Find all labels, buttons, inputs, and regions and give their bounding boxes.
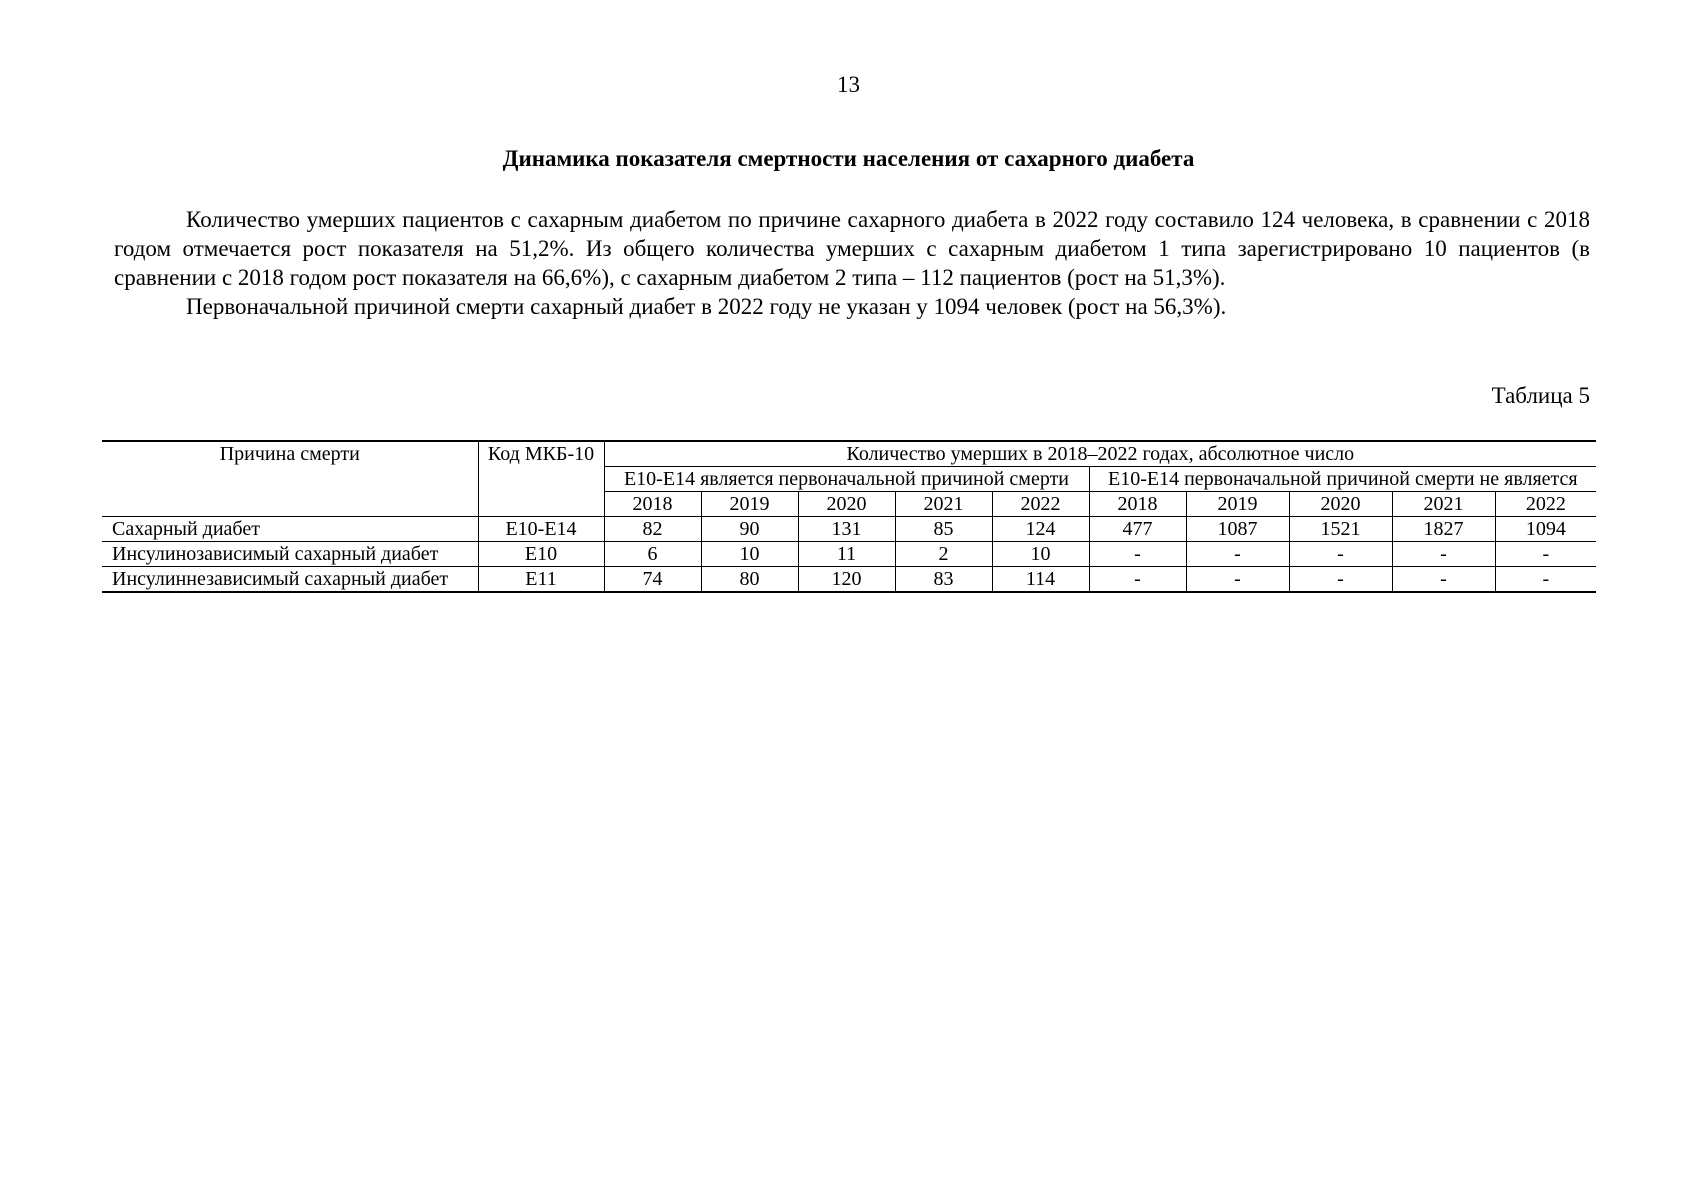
cell-value: - [1089, 542, 1186, 567]
header-year: 2022 [1495, 492, 1596, 517]
cell-code: Е10-Е14 [478, 517, 604, 542]
cell-value: 1521 [1289, 517, 1392, 542]
cell-value: - [1392, 542, 1495, 567]
header-primary-cause: Е10-Е14 является первоначальной причиной смерти [604, 467, 1089, 492]
cell-value: - [1289, 567, 1392, 593]
cell-cause: Инсулинозависимый сахарный диабет [102, 542, 478, 567]
cell-cause: Сахарный диабет [102, 517, 478, 542]
body-text [114, 205, 1590, 321]
cell-value: 83 [895, 567, 992, 593]
cell-value: 1827 [1392, 517, 1495, 542]
cell-code: Е11 [478, 567, 604, 593]
table-row [102, 517, 1596, 542]
table-row [102, 567, 1596, 593]
table-label: Таблица 5 [1491, 383, 1590, 408]
section-title: Динамика показателя смертности населения от сахарного диабета [502, 146, 1195, 171]
cell-value: 80 [701, 567, 798, 593]
cell-value: 120 [798, 567, 895, 593]
cell-code: Е10 [478, 542, 604, 567]
table-row [102, 542, 1596, 567]
cell-value: - [1089, 567, 1186, 593]
cell-value: 477 [1089, 517, 1186, 542]
cell-cause: Инсулиннезависимый сахарный диабет [102, 567, 478, 593]
paragraph: Количество умерших пациентов с сахарным диабетом по причине сахарного диабета в 2022 году составило 124 человека, в сравнении с 2018 годом отмечается рост показателя на 51,2%. Из общего количества умерших с сахарным диабетом 1 типа зарегистрировано 10 пациентов (в сравнении с 2018 годом рост показателя на 66,6%), с сахарным диабетом 2 типа – 112 пациентов (рост на 51,3%). [114, 207, 1590, 290]
cell-value: - [1186, 542, 1289, 567]
page-number: 13 [837, 72, 860, 97]
header-year: 2018 [604, 492, 701, 517]
cell-value: 10 [992, 542, 1089, 567]
header-group: Количество умерших в 2018–2022 годах, абсолютное число [604, 441, 1596, 467]
header-year: 2019 [701, 492, 798, 517]
cell-value: 1094 [1495, 517, 1596, 542]
cell-value: 10 [701, 542, 798, 567]
header-cause: Причина смерти [102, 441, 478, 517]
header-year: 2021 [895, 492, 992, 517]
header-year: 2019 [1186, 492, 1289, 517]
header-year: 2021 [1392, 492, 1495, 517]
header-code: Код МКБ-10 [478, 441, 604, 517]
header-year: 2022 [992, 492, 1089, 517]
cell-value: 131 [798, 517, 895, 542]
cell-value: - [1289, 542, 1392, 567]
cell-value: - [1495, 567, 1596, 593]
cell-value: - [1392, 567, 1495, 593]
header-year: 2020 [798, 492, 895, 517]
cell-value: 85 [895, 517, 992, 542]
cell-value: 82 [604, 517, 701, 542]
cell-value: - [1186, 567, 1289, 593]
mortality-table [102, 440, 1596, 593]
cell-value: 2 [895, 542, 992, 567]
cell-value: 114 [992, 567, 1089, 593]
cell-value: 1087 [1186, 517, 1289, 542]
header-year: 2020 [1289, 492, 1392, 517]
cell-value: 124 [992, 517, 1089, 542]
header-not-primary-cause: Е10-Е14 первоначальной причиной смерти не является [1089, 467, 1596, 492]
cell-value: 11 [798, 542, 895, 567]
cell-value: 90 [701, 517, 798, 542]
cell-value: 74 [604, 567, 701, 593]
paragraph: Первоначальной причиной смерти сахарный диабет в 2022 году не указан у 1094 человек (рост на 56,3%). [186, 294, 1227, 319]
cell-value: - [1495, 542, 1596, 567]
header-year: 2018 [1089, 492, 1186, 517]
cell-value: 6 [604, 542, 701, 567]
